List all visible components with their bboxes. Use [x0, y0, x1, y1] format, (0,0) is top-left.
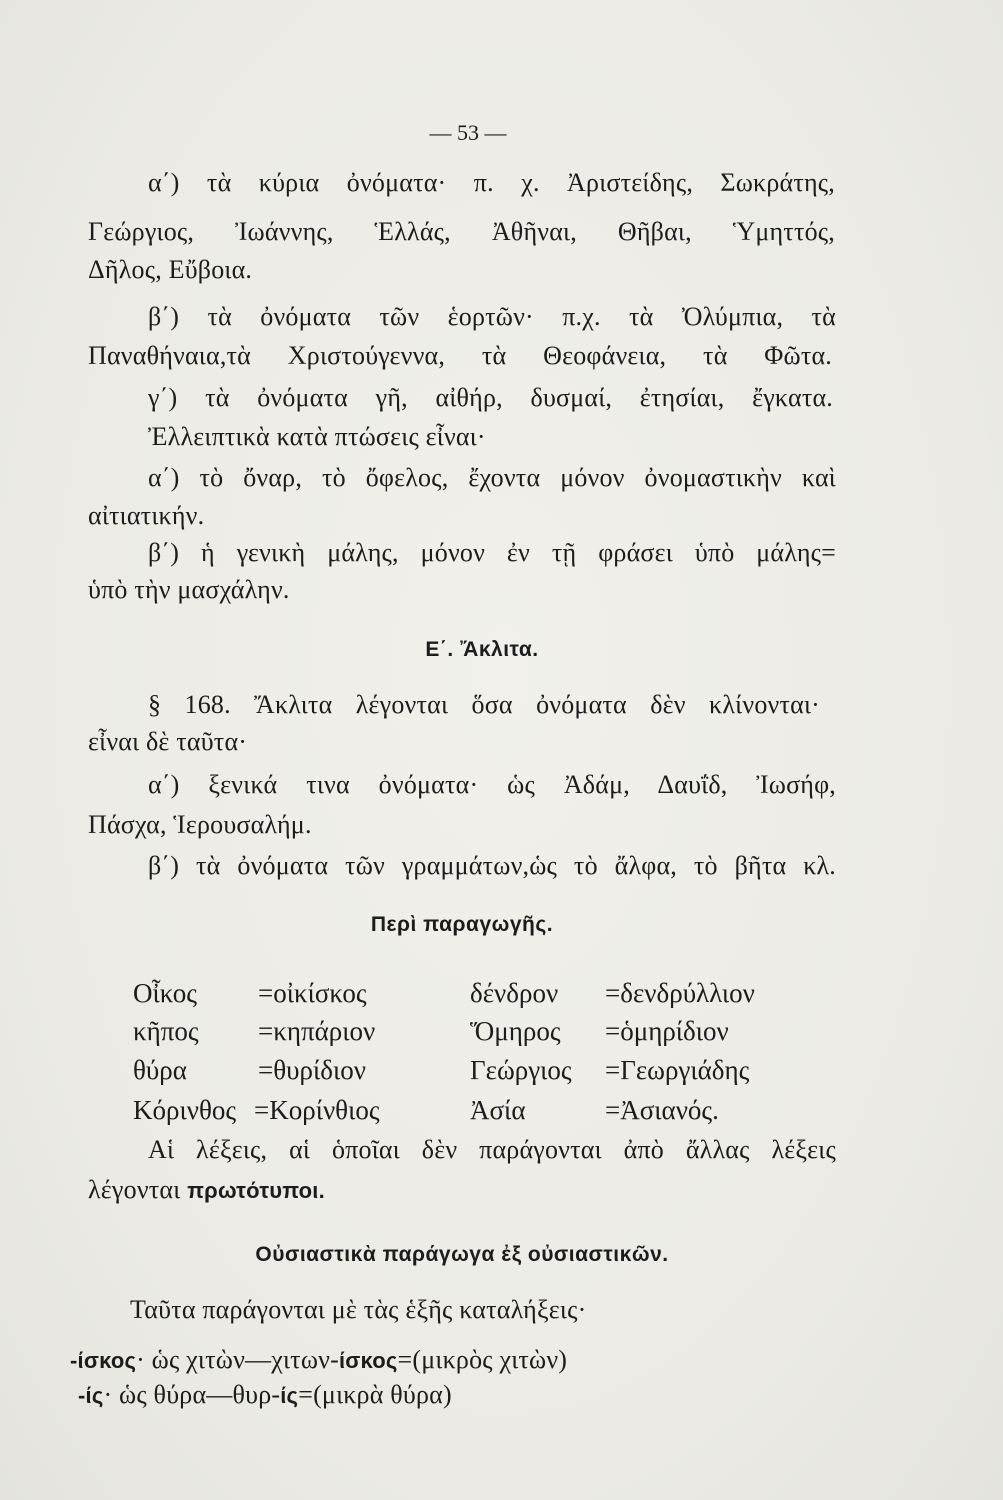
- table-cell-derived: =Γεωργιάδης: [605, 1055, 750, 1085]
- table-cell-derived: =Κορίνθιος: [254, 1095, 380, 1125]
- text-line: Παναθήναια,τὰ Χριστούγεννα, τὰ Θεοφάνεια, τὰ Φῶτα.: [88, 341, 832, 370]
- section-heading: Ε΄. Ἄκλιτα.: [425, 638, 539, 661]
- table-cell-base: Ἀσία: [470, 1095, 526, 1125]
- table-cell-derived: =δενδρύλλιον: [605, 978, 755, 1008]
- text-line: α΄) ξενικά τινα ὀνόματα· ὡς Ἀδάμ, Δαυΐδ, Ἰωσήφ,: [148, 770, 836, 799]
- text-line: γ΄) τὰ ὀνόματα γῆ, αἰθήρ, δυσμαί, ἐτησίαι, ἔγκατα.: [148, 383, 833, 412]
- text-line: Αἱ λέξεις, αἱ ὁποῖαι δὲν παράγονται ἀπὸ ἄλλας λέξεις: [148, 1135, 836, 1164]
- table-cell-base: Κόρινθος: [133, 1095, 237, 1125]
- section-heading: Περὶ παραγωγῆς.: [370, 913, 554, 936]
- table-cell-base: Γεώργιος: [470, 1055, 572, 1085]
- text-line: Δῆλος, Εὔβοια.: [88, 255, 253, 284]
- table-cell-base: Οἶκος: [133, 978, 197, 1008]
- table-cell-base: θύρα: [133, 1055, 187, 1085]
- table-cell-derived: =θυρίδιον: [258, 1055, 366, 1085]
- text-line: β΄) ἡ γενικὴ μάλης, μόνον ἐν τῇ φράσει ὑπὸ μάλης=: [148, 538, 836, 567]
- text-line: β΄) τὰ ὀνόματα τῶν ἑορτῶν· π.χ. τὰ Ὀλύμπια, τὰ: [148, 302, 836, 331]
- section-heading: Οὐσιαστικὰ παράγωγα ἐξ οὐσιαστικῶν.: [255, 1243, 669, 1266]
- suffix-term: ίσκος: [338, 1348, 398, 1373]
- text-line: α΄) τὸ ὄναρ, τὸ ὄφελος, ἔχοντα μόνον ὀνομαστικὴν καὶ: [148, 463, 836, 492]
- suffix-term: -ίσκος: [70, 1348, 137, 1373]
- text-line: β΄) τὰ ὀνόματα τῶν γραμμάτων,ὡς τὸ ἄλφα, τὸ βῆτα κλ.: [148, 851, 836, 880]
- text-line: αἰτιατικήν.: [88, 501, 205, 530]
- text-segment: · ὡς χιτὼν—χιτων-: [136, 1345, 339, 1374]
- text-line: εἶναι δὲ ταῦτα·: [88, 727, 248, 756]
- table-cell-base: δένδρον: [470, 978, 559, 1008]
- text-line: Ταῦτα παράγονται μὲ τὰς ἑξῆς καταλήξεις·: [130, 1295, 587, 1324]
- suffix-term: ίς: [280, 1383, 299, 1408]
- suffix-line: [78, 1378, 678, 1412]
- text-segment: · ὡς θύρα—θυρ-: [103, 1380, 281, 1409]
- table-cell-derived: =κηπάριον: [258, 1016, 376, 1046]
- bold-term: πρωτότυποι.: [187, 1178, 325, 1203]
- suffix-line: [70, 1343, 790, 1377]
- text-segment: =(μικρὸς χιτὼν): [397, 1345, 568, 1374]
- text-line: [88, 1173, 588, 1207]
- table-cell-base: κῆπος: [133, 1016, 199, 1046]
- page-number: — 53 —: [429, 120, 507, 145]
- table-cell-base: Ὅμηρος: [470, 1016, 561, 1046]
- text-line: § 168. Ἄκλιτα λέγονται ὅσα ὀνόματα δὲν κλίνονται·: [148, 690, 820, 719]
- text-line: ὑπὸ τὴν μασχάλην.: [88, 575, 290, 604]
- text-line: α΄) τὰ κύρια ὀνόματα· π. χ. Ἀριστείδης, Σωκράτης,: [148, 168, 835, 197]
- table-cell-derived: =Ἀσιανός.: [605, 1095, 719, 1125]
- text-line: Ἐλλειπτικὰ κατὰ πτώσεις εἶναι·: [148, 422, 486, 451]
- table-cell-derived: =ὁμηρίδιον: [605, 1016, 729, 1046]
- text-line: Γεώργιος, Ἰωάννης, Ἑλλάς, Ἀθῆναι, Θῆβαι, Ὑμηττός,: [88, 217, 835, 246]
- text-segment: =(μικρὰ θύρα): [298, 1380, 452, 1409]
- table-cell-derived: =οἰκίσκος: [258, 978, 367, 1008]
- text-line: Πάσχα, Ἱερουσαλήμ.: [88, 810, 312, 839]
- text-segment: λέγονται: [88, 1175, 181, 1204]
- suffix-term: -ίς: [78, 1383, 104, 1408]
